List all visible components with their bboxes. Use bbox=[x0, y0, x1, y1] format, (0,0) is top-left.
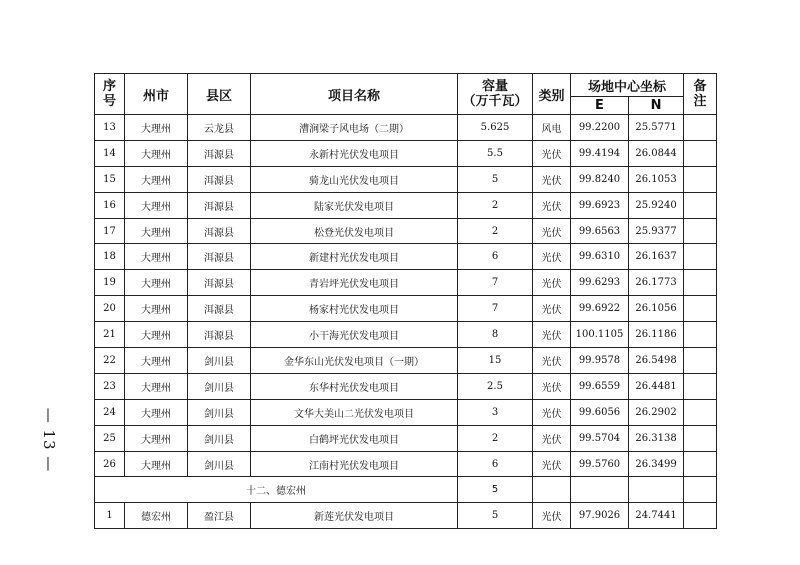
cell-n: 26.1773 bbox=[629, 270, 684, 296]
cell-remark bbox=[684, 218, 717, 244]
cell-name: 金华东山光伏发电项目（一期） bbox=[251, 348, 458, 374]
table-row bbox=[95, 296, 717, 322]
cell-capacity: 2 bbox=[458, 218, 533, 244]
cell-type: 光伏 bbox=[533, 218, 571, 244]
cell-name: 永新村光伏发电项目 bbox=[251, 140, 458, 166]
cell-remark bbox=[684, 503, 717, 529]
remark-header: 备 注 bbox=[684, 74, 717, 115]
cell-e: 99.2200 bbox=[571, 115, 629, 141]
cell-e: 99.5760 bbox=[571, 451, 629, 477]
table-row bbox=[95, 140, 717, 166]
cell-e: 100.1105 bbox=[571, 322, 629, 348]
empty-cell bbox=[684, 477, 717, 503]
coord-header: 场地中心坐标 bbox=[571, 74, 684, 97]
cell-e: 99.5704 bbox=[571, 425, 629, 451]
cell-n: 25.9377 bbox=[629, 218, 684, 244]
empty-cell bbox=[533, 477, 571, 503]
cell-city: 大理州 bbox=[125, 399, 188, 425]
cell-type: 光伏 bbox=[533, 140, 571, 166]
cell-seq: 18 bbox=[95, 244, 125, 270]
cell-city: 大理州 bbox=[125, 218, 188, 244]
cell-name: 文华大美山二光伏发电项目 bbox=[251, 399, 458, 425]
table-row bbox=[95, 425, 717, 451]
cell-e: 99.6559 bbox=[571, 373, 629, 399]
table-row bbox=[95, 115, 717, 141]
cell-county: 云龙县 bbox=[188, 115, 251, 141]
cell-capacity: 2 bbox=[458, 425, 533, 451]
cell-n: 26.1186 bbox=[629, 322, 684, 348]
cell-seq: 26 bbox=[95, 451, 125, 477]
city-header: 州市 bbox=[125, 74, 188, 115]
cell-remark bbox=[684, 451, 717, 477]
table-row bbox=[95, 218, 717, 244]
cell-remark bbox=[684, 270, 717, 296]
cell-e: 99.6563 bbox=[571, 218, 629, 244]
cell-e: 99.8240 bbox=[571, 166, 629, 192]
cell-seq: 20 bbox=[95, 296, 125, 322]
empty-cell bbox=[571, 477, 629, 503]
cell-name: 小干海光伏发电项目 bbox=[251, 322, 458, 348]
cell-remark bbox=[684, 244, 717, 270]
cell-name: 白鹤坪光伏发电项目 bbox=[251, 425, 458, 451]
cell-seq: 13 bbox=[95, 115, 125, 141]
cell-county: 洱源县 bbox=[188, 218, 251, 244]
table-row bbox=[95, 348, 717, 374]
page-number: — 13 — bbox=[40, 407, 58, 473]
cell-county: 剑川县 bbox=[188, 399, 251, 425]
cell-county: 盈江县 bbox=[188, 503, 251, 529]
cell-city: 大理州 bbox=[125, 244, 188, 270]
section-capacity: 5 bbox=[458, 477, 533, 503]
cell-n: 26.3499 bbox=[629, 451, 684, 477]
cell-county: 洱源县 bbox=[188, 244, 251, 270]
cell-type: 光伏 bbox=[533, 399, 571, 425]
cell-city: 大理州 bbox=[125, 166, 188, 192]
cell-n: 26.0844 bbox=[629, 140, 684, 166]
cell-county: 洱源县 bbox=[188, 270, 251, 296]
cell-n: 24.7441 bbox=[629, 503, 684, 529]
cell-type: 光伏 bbox=[533, 425, 571, 451]
cell-e: 99.6922 bbox=[571, 296, 629, 322]
cell-e: 99.6293 bbox=[571, 270, 629, 296]
cell-remark bbox=[684, 348, 717, 374]
table-row bbox=[95, 373, 717, 399]
cell-capacity: 6 bbox=[458, 451, 533, 477]
section-row bbox=[95, 477, 717, 503]
cell-n: 26.1053 bbox=[629, 166, 684, 192]
cell-county: 剑川县 bbox=[188, 348, 251, 374]
cell-city: 大理州 bbox=[125, 140, 188, 166]
cell-seq: 15 bbox=[95, 166, 125, 192]
cell-capacity: 7 bbox=[458, 270, 533, 296]
cell-county: 洱源县 bbox=[188, 322, 251, 348]
cell-n: 25.5771 bbox=[629, 115, 684, 141]
cell-n: 26.1056 bbox=[629, 296, 684, 322]
cell-seq: 23 bbox=[95, 373, 125, 399]
cell-capacity: 5 bbox=[458, 166, 533, 192]
cell-city: 大理州 bbox=[125, 373, 188, 399]
cell-remark bbox=[684, 373, 717, 399]
e-header: E bbox=[571, 97, 629, 115]
cell-seq: 16 bbox=[95, 192, 125, 218]
cell-capacity: 7 bbox=[458, 296, 533, 322]
cell-e: 99.9578 bbox=[571, 348, 629, 374]
cell-e: 99.4194 bbox=[571, 140, 629, 166]
cell-county: 洱源县 bbox=[188, 296, 251, 322]
cell-type: 光伏 bbox=[533, 166, 571, 192]
cell-seq: 24 bbox=[95, 399, 125, 425]
empty-cell bbox=[629, 477, 684, 503]
cell-city: 德宏州 bbox=[125, 503, 188, 529]
cell-capacity: 8 bbox=[458, 322, 533, 348]
cell-city: 大理州 bbox=[125, 348, 188, 374]
cell-capacity: 15 bbox=[458, 348, 533, 374]
county-header: 县区 bbox=[188, 74, 251, 115]
cell-remark bbox=[684, 399, 717, 425]
cell-n: 26.1637 bbox=[629, 244, 684, 270]
cell-seq: 14 bbox=[95, 140, 125, 166]
cell-capacity: 2 bbox=[458, 192, 533, 218]
cell-n: 26.3138 bbox=[629, 425, 684, 451]
cell-remark bbox=[684, 140, 717, 166]
cell-type: 光伏 bbox=[533, 348, 571, 374]
table-row bbox=[95, 166, 717, 192]
cell-type: 光伏 bbox=[533, 373, 571, 399]
project-name-header: 项目名称 bbox=[251, 74, 458, 115]
table-body bbox=[95, 115, 717, 529]
cell-type: 光伏 bbox=[533, 503, 571, 529]
cell-n: 26.5498 bbox=[629, 348, 684, 374]
table-row bbox=[95, 399, 717, 425]
seq-header: 序 号 bbox=[95, 74, 125, 115]
cell-name: 新建村光伏发电项目 bbox=[251, 244, 458, 270]
cell-city: 大理州 bbox=[125, 425, 188, 451]
cell-city: 大理州 bbox=[125, 192, 188, 218]
cell-seq: 22 bbox=[95, 348, 125, 374]
cell-city: 大理州 bbox=[125, 322, 188, 348]
cell-city: 大理州 bbox=[125, 296, 188, 322]
cell-seq: 1 bbox=[95, 503, 125, 529]
cell-capacity: 5.5 bbox=[458, 140, 533, 166]
cell-type: 光伏 bbox=[533, 322, 571, 348]
cell-type: 光伏 bbox=[533, 451, 571, 477]
cell-capacity: 5.625 bbox=[458, 115, 533, 141]
cell-seq: 25 bbox=[95, 425, 125, 451]
cell-capacity: 2.5 bbox=[458, 373, 533, 399]
cell-n: 25.9240 bbox=[629, 192, 684, 218]
cell-e: 99.6056 bbox=[571, 399, 629, 425]
table-row bbox=[95, 322, 717, 348]
cell-capacity: 5 bbox=[458, 503, 533, 529]
cell-name: 松登光伏发电项目 bbox=[251, 218, 458, 244]
table-row bbox=[95, 503, 717, 529]
cell-e: 99.6923 bbox=[571, 192, 629, 218]
table-row bbox=[95, 270, 717, 296]
cell-county: 剑川县 bbox=[188, 425, 251, 451]
type-header: 类别 bbox=[533, 74, 571, 115]
cell-e: 97.9026 bbox=[571, 503, 629, 529]
cell-county: 洱源县 bbox=[188, 140, 251, 166]
project-table bbox=[94, 73, 717, 529]
cell-type: 光伏 bbox=[533, 192, 571, 218]
table-row bbox=[95, 192, 717, 218]
cell-name: 陆家光伏发电项目 bbox=[251, 192, 458, 218]
capacity-header: 容量 （万千瓦） bbox=[458, 74, 533, 115]
section-label: 十二、德宏州 bbox=[95, 477, 458, 503]
cell-remark bbox=[684, 425, 717, 451]
n-header: N bbox=[629, 97, 684, 115]
table-row bbox=[95, 451, 717, 477]
cell-seq: 21 bbox=[95, 322, 125, 348]
cell-county: 剑川县 bbox=[188, 451, 251, 477]
cell-name: 杨家村光伏发电项目 bbox=[251, 296, 458, 322]
cell-n: 26.2902 bbox=[629, 399, 684, 425]
cell-name: 东华村光伏发电项目 bbox=[251, 373, 458, 399]
cell-capacity: 6 bbox=[458, 244, 533, 270]
cell-county: 洱源县 bbox=[188, 192, 251, 218]
cell-remark bbox=[684, 322, 717, 348]
cell-city: 大理州 bbox=[125, 270, 188, 296]
cell-name: 骑龙山光伏发电项目 bbox=[251, 166, 458, 192]
cell-capacity: 3 bbox=[458, 399, 533, 425]
cell-name: 漕涧梁子风电场（二期） bbox=[251, 115, 458, 141]
cell-remark bbox=[684, 166, 717, 192]
cell-e: 99.6310 bbox=[571, 244, 629, 270]
cell-name: 新莲光伏发电项目 bbox=[251, 503, 458, 529]
cell-seq: 17 bbox=[95, 218, 125, 244]
cell-name: 江南村光伏发电项目 bbox=[251, 451, 458, 477]
cell-type: 光伏 bbox=[533, 296, 571, 322]
cell-name: 青岩坪光伏发电项目 bbox=[251, 270, 458, 296]
cell-city: 大理州 bbox=[125, 451, 188, 477]
table-header bbox=[95, 74, 717, 115]
cell-type: 风电 bbox=[533, 115, 571, 141]
cell-seq: 19 bbox=[95, 270, 125, 296]
cell-type: 光伏 bbox=[533, 244, 571, 270]
cell-city: 大理州 bbox=[125, 115, 188, 141]
cell-n: 26.4481 bbox=[629, 373, 684, 399]
cell-remark bbox=[684, 296, 717, 322]
table-row bbox=[95, 244, 717, 270]
cell-remark bbox=[684, 192, 717, 218]
cell-county: 剑川县 bbox=[188, 373, 251, 399]
cell-type: 光伏 bbox=[533, 270, 571, 296]
cell-remark bbox=[684, 115, 717, 141]
cell-county: 洱源县 bbox=[188, 166, 251, 192]
